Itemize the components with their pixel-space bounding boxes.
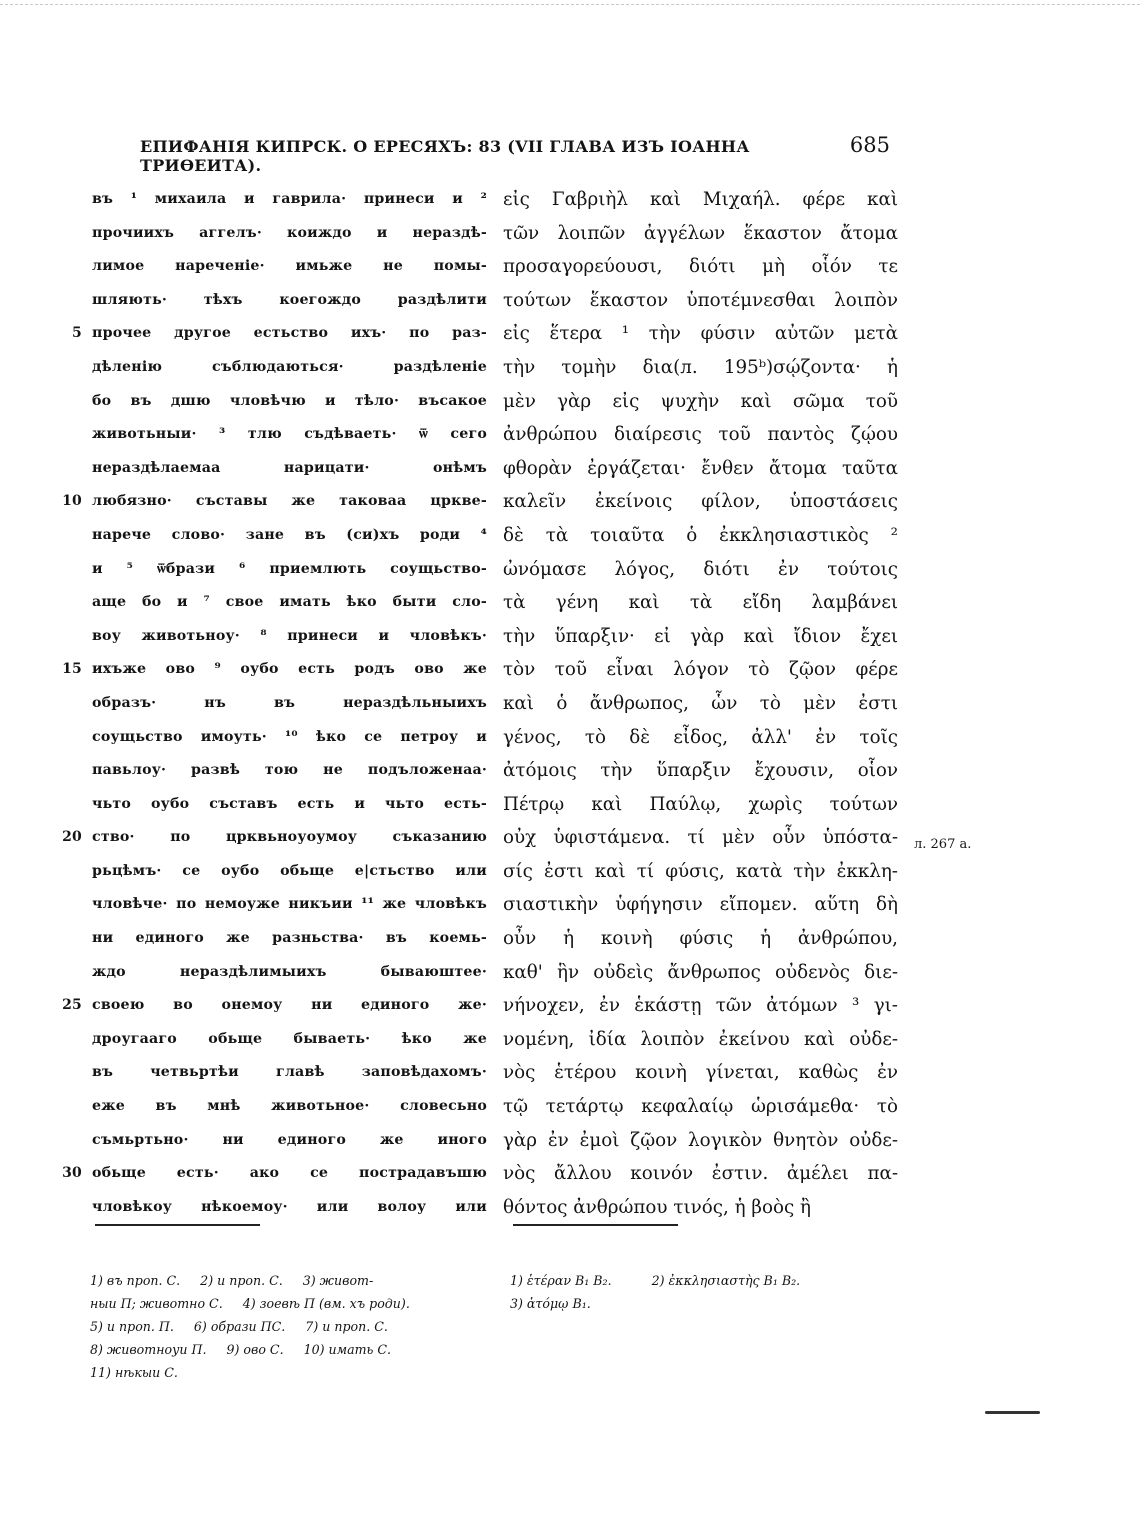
line-number: 5 xyxy=(72,325,82,342)
slavonic-line xyxy=(92,586,487,620)
line-text: бо въ дшю чловѣчю и тѣло· въсакое xyxy=(92,392,487,409)
footnote-line: 11) нѣкыи С. xyxy=(90,1365,178,1380)
line-text: лимое нареченіе· имьже не помы- xyxy=(92,258,487,275)
slavonic-column xyxy=(62,183,487,1224)
line-text: чловѣкоу нѣкоемоу· или волоу или xyxy=(92,1198,487,1215)
line-text: любязно· съставы же таковаа цркве- xyxy=(92,493,487,510)
page-number: 685 xyxy=(849,133,890,157)
line-text: чловѣче· по немоуже никъии ¹¹ же чловѣкъ xyxy=(92,896,487,913)
line-text: соущьство имоуть· ¹⁰ ѣко се петроу и xyxy=(92,728,487,745)
line-text: нарече слово· зане въ (си)хъ роди ⁴ xyxy=(92,526,487,543)
footnote-line: 1) въ проп. С. 2) и проп. С. 3) живот- xyxy=(90,1273,374,1288)
slavonic-line xyxy=(92,1124,487,1158)
greek-line: δὲ τὰ τοιαῦτα ὁ ἐκκλησιαστικὸς ² xyxy=(503,524,898,546)
line-text: въ ¹ михаила и гаврила· принеси и ² xyxy=(92,191,487,207)
line-text: аще бо и ⁷ свое имать ѣко быти сло- xyxy=(92,594,487,611)
line-number: 15 xyxy=(62,661,82,678)
greek-line: θόντος ἀνθρώπου τινός, ἡ βοὸς ἢ xyxy=(503,1196,811,1218)
slavonic-line xyxy=(62,989,487,1023)
footnote-rule-right xyxy=(513,1224,678,1226)
greek-line: γένος, τὸ δὲ εἶδος, ἀλλ' ἐν τοῖς xyxy=(503,726,898,748)
greek-line: τὴν ὕπαρξιν· εἰ γὰρ καὶ ἴδιον ἔχει xyxy=(503,625,898,647)
greek-line: οὐχ ὑφιστάμενα. τί μὲν οὖν ὑπόστα- xyxy=(503,827,898,849)
line-number: 20 xyxy=(62,829,82,846)
greek-line: οὖν ἡ κοινὴ φύσις ἡ ἀνθρώπου, xyxy=(503,928,898,950)
greek-line: σιαστικὴν ὑφήγησιν εἴπομεν. αὕτη δὴ xyxy=(503,894,898,916)
scan-edge xyxy=(0,4,1140,5)
greek-line: καθ' ἣν οὐδεὶς ἄνθρωπος οὐδενὸς διε- xyxy=(503,961,898,983)
slavonic-line xyxy=(62,485,487,519)
slavonic-line xyxy=(92,1191,487,1225)
greek-line: καὶ ὁ ἄνθρωπος, ὧν τὸ μὲν ἐστι xyxy=(503,692,898,714)
slavonic-line xyxy=(92,553,487,587)
line-text: своею во онемоу ни единого же· xyxy=(92,997,487,1014)
slavonic-line xyxy=(92,1023,487,1057)
footnote-line: 5) и проп. П. 6) образи ПС. 7) и проп. С. xyxy=(90,1319,388,1334)
footnote-line: ныи П; животно С. 4) зоевѣ П (вм. хъ роди). xyxy=(90,1296,410,1311)
slavonic-line xyxy=(92,721,487,755)
footnote-line: 3) ἀτόμῳ B₁. xyxy=(510,1296,591,1311)
footnote-rule-left xyxy=(95,1224,260,1226)
line-text: ждо нераздѣлимыихъ бываюштее· xyxy=(92,963,487,980)
slavonic-line xyxy=(72,317,487,351)
slavonic-line xyxy=(92,385,487,419)
slavonic-line xyxy=(92,1090,487,1124)
greek-line: νήνοχεν, ἐν ἑκάστῃ τῶν ἀτόμων ³ γι- xyxy=(503,995,898,1017)
greek-line: ὠνόμασε λόγος, διότι ἐν τούτοις xyxy=(503,558,898,580)
slavonic-line xyxy=(92,519,487,553)
slavonic-line xyxy=(92,351,487,385)
greek-line: καλεῖν ἐκείνοις φίλον, ὑποστάσεις xyxy=(503,491,898,513)
slavonic-line xyxy=(92,687,487,721)
line-text: воу животьноу· ⁸ принеси и чловѣкъ· xyxy=(92,627,487,644)
greek-line: τὰ γένη καὶ τὰ εἴδη λαμβάνει xyxy=(503,592,898,614)
greek-line: τὴν τομὴν δια(л. 195ᵇ)σῴζοντα· ἡ xyxy=(503,356,898,378)
greek-line: νὸς ἄλλου κοινόν ἐστιν. ἀμέλει πα- xyxy=(503,1163,898,1185)
greek-line: τούτων ἕκαστον ὑποτέμνεσθαι λοιπὸν xyxy=(503,289,898,311)
line-text: рьцѣмъ· се оубо обьще е|стьство или xyxy=(92,862,487,879)
slavonic-line xyxy=(92,418,487,452)
greek-line: μὲν γὰρ εἰς ψυχὴν καὶ σῶμα τοῦ xyxy=(503,390,898,412)
line-text: животьныи· ³ тлю съдѣваеть· ѿ сего xyxy=(92,426,487,443)
line-text: ихъже ово ⁹ оубо есть родъ ово же xyxy=(92,661,487,678)
slavonic-line xyxy=(92,183,487,217)
slavonic-line xyxy=(92,855,487,889)
slavonic-line xyxy=(92,620,487,654)
greek-line: εἰς ἕτερα ¹ τὴν φύσιν αὐτῶν μετὰ xyxy=(503,323,898,345)
line-text: прочее другое естьство ихъ· по раз- xyxy=(92,325,487,342)
line-text: ство· по црквьноуоумоу съказанию xyxy=(92,829,487,846)
footnote-line: 1) ἑτέραν B₁ B₂. 2) ἐκκλησιαστὴς B₁ B₂. xyxy=(510,1273,801,1288)
slavonic-line xyxy=(92,250,487,284)
greek-line: τῶν λοιπῶν ἀγγέλων ἕκαστον ἄτομα xyxy=(503,222,898,244)
greek-line: νομένη, ἰδία λοιπὸν ἐκείνου καὶ οὐδε- xyxy=(503,1028,898,1050)
greek-line: εἰς Γαβριὴλ καὶ Μιχαήλ. φέρε καὶ xyxy=(503,189,898,210)
line-text: и ⁵ ѿбрази ⁶ приемлють соущьство- xyxy=(92,560,487,577)
margin-folio-note: л. 267 а. xyxy=(914,837,972,852)
slavonic-line xyxy=(92,888,487,922)
line-text: дроугааго обьще бываеть· ѣко же xyxy=(92,1030,487,1047)
slavonic-line xyxy=(92,452,487,486)
line-number: 30 xyxy=(62,1165,82,1182)
slavonic-line xyxy=(92,922,487,956)
line-text: чьто оубо съставъ есть и чьто есть- xyxy=(92,795,487,812)
line-text: нераздѣлаемаа нарицати· онѣмъ xyxy=(92,459,487,476)
line-number: 25 xyxy=(62,997,82,1014)
greek-line: τῷ τετάρτῳ κεφαλαίῳ ὡρισάμεθα· τὸ xyxy=(503,1096,898,1118)
slavonic-line xyxy=(92,754,487,788)
greek-line: Πέτρῳ καὶ Παύλῳ, χωρὶς τούτων xyxy=(503,793,898,815)
greek-line: ἀτόμοις τὴν ὕπαρξιν ἔχουσιν, οἷον xyxy=(503,760,898,782)
slavonic-line xyxy=(92,788,487,822)
line-text: шляють· тѣхъ коегождо раздѣлити xyxy=(92,291,487,308)
line-text: еже въ мнѣ животьное· словесьно xyxy=(92,1098,487,1115)
line-text: съмьртьно· ни единого же иного xyxy=(92,1131,487,1148)
slavonic-line xyxy=(92,1056,487,1090)
slavonic-line xyxy=(62,1157,487,1191)
line-text: прочиихъ аггелъ· коиждо и нераздѣ- xyxy=(92,224,487,241)
slavonic-line xyxy=(92,217,487,251)
line-text: въ четвьртѣи главѣ заповѣдахомъ· xyxy=(92,1064,487,1081)
greek-line: νὸς ἑτέρου κοινὴ γίνεται, καθὼς ἐν xyxy=(503,1062,898,1084)
slavonic-line xyxy=(92,956,487,990)
page-mark xyxy=(985,1411,1040,1414)
greek-line: γὰρ ἐν ἐμοὶ ζῷον λογικὸν θνητὸν οὐδε- xyxy=(503,1129,898,1151)
line-text: дѣленію съблюдаються· раздѣленіе xyxy=(92,358,487,375)
line-text: ни единого же разньства· въ коемь- xyxy=(92,930,487,947)
footnote-line: 8) животноуи П. 9) ово С. 10) имать С. xyxy=(90,1342,392,1357)
line-text: обьще есть· ако се пострадавъшю xyxy=(92,1165,487,1182)
footnotes-left xyxy=(90,1269,490,1384)
greek-line: σίς ἐστι καὶ τί φύσις, κατὰ τὴν ἐκκλη- xyxy=(503,860,898,882)
greek-line: φθορὰν ἐργάζεται· ἔνθεν ἄτομα ταῦτα xyxy=(503,457,898,479)
slavonic-line xyxy=(62,821,487,855)
greek-line: προσαγορεύουσι, διότι μὴ οἷόν τε xyxy=(503,256,898,278)
slavonic-line xyxy=(62,653,487,687)
line-text: павьлоу· развѣ тою не подъложенаа· xyxy=(92,762,487,779)
line-text: образъ· нъ въ нераздѣльныихъ xyxy=(92,694,487,711)
line-number: 10 xyxy=(62,493,82,510)
slavonic-line xyxy=(92,284,487,318)
greek-line: τὸν τοῦ εἶναι λόγον τὸ ζῷον φέρε xyxy=(503,659,898,681)
page-header xyxy=(140,133,890,175)
greek-line: ἀνθρώπου διαίρεσις τοῦ παντὸς ζῴου xyxy=(503,424,898,446)
footnotes-right xyxy=(510,1269,920,1315)
greek-column xyxy=(503,183,898,1224)
running-title: ЕПИФАНІЯ КИПРСК. О ЕРЕСЯХЪ: 83 (VII ГЛАВА ИЗЪ ІОАННА ТРИѲЕИТА). xyxy=(140,137,750,175)
